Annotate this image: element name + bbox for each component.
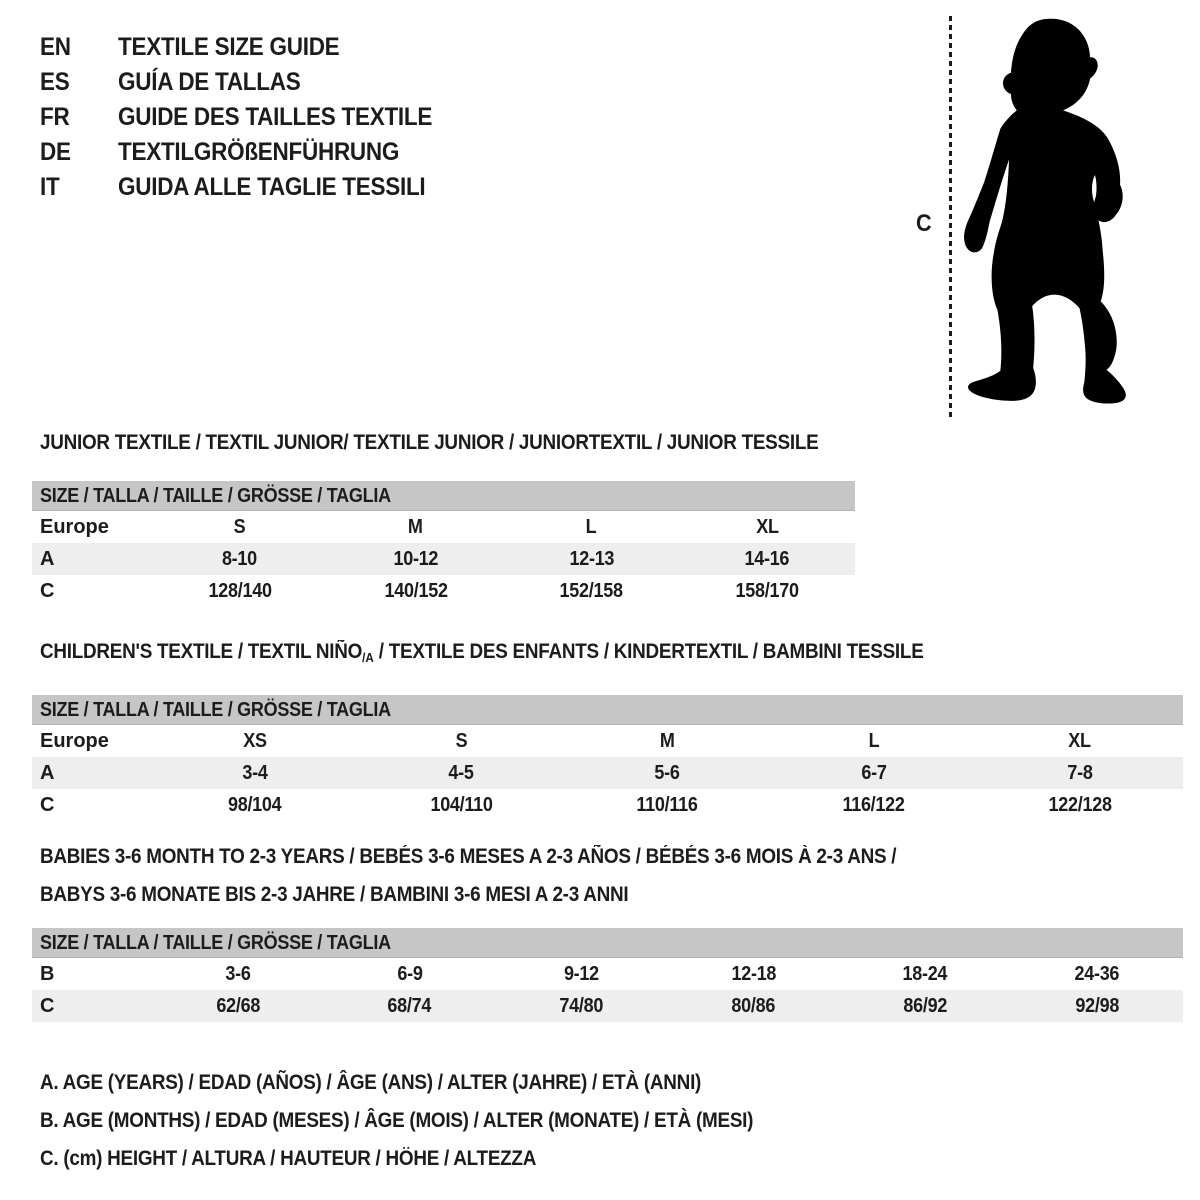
size-cell: S xyxy=(233,515,246,538)
legend-text: C. (cm) HEIGHT / ALTURA / HAUTEUR / HÖHE / ALTEZZA xyxy=(40,1147,537,1170)
size-cell: 6-9 xyxy=(397,962,423,985)
toddler-silhouette-icon xyxy=(955,13,1148,418)
size-cell: M xyxy=(408,515,423,538)
table-row xyxy=(32,725,1183,757)
size-header-band: SIZE / TALLA / TAILLE / GRÖSSE / TAGLIA xyxy=(32,481,855,511)
size-header-band: SIZE / TALLA / TAILLE / GRÖSSE / TAGLIA xyxy=(32,695,1183,725)
size-cell: 110/116 xyxy=(636,793,699,816)
row-label: Europe xyxy=(40,515,109,538)
size-cell: 10-12 xyxy=(393,547,438,570)
table-row xyxy=(32,543,855,575)
language-row xyxy=(40,33,467,61)
legend-line-a xyxy=(40,1072,832,1094)
size-cell: 12-18 xyxy=(731,962,776,985)
section-title xyxy=(32,641,1183,669)
size-cell: 122/128 xyxy=(1048,793,1112,816)
section-title-line: CHILDREN'S TEXTILE / TEXTIL NIÑO/A / TEXTILE DES ENFANTS / KINDERTEXTIL / BAMBINI TESSILE xyxy=(40,640,924,665)
size-cell: 68/74 xyxy=(387,994,432,1017)
legend-line-c xyxy=(40,1148,832,1170)
size-cell: S xyxy=(455,729,468,752)
language-code: EN xyxy=(40,33,71,61)
size-cell: 5-6 xyxy=(654,761,681,784)
children-section xyxy=(32,641,1183,821)
language-title: TEXTILE SIZE GUIDE xyxy=(118,33,340,61)
size-header-band: SIZE / TALLA / TAILLE / GRÖSSE / TAGLIA xyxy=(32,928,1183,958)
size-cell: 140/152 xyxy=(384,579,448,602)
size-cell: 92/98 xyxy=(1075,994,1119,1017)
table-row xyxy=(32,958,1183,990)
size-cell: 14-16 xyxy=(744,547,790,570)
row-label: C xyxy=(40,579,55,602)
junior-section xyxy=(32,432,855,607)
size-table xyxy=(32,511,855,607)
row-label: Europe xyxy=(40,729,109,752)
table-row xyxy=(32,511,855,543)
size-cell: 158/170 xyxy=(735,579,799,602)
row-label: A xyxy=(40,547,55,570)
row-label: B xyxy=(40,962,55,985)
language-title: GUIDA ALLE TAGLIE TESSILI xyxy=(118,173,426,201)
subscript-text: /A xyxy=(362,650,374,665)
table-row xyxy=(32,575,855,607)
size-cell: 128/140 xyxy=(208,579,272,602)
size-cell: 98/104 xyxy=(228,793,282,816)
height-measure-label: C xyxy=(916,210,932,237)
size-cell: 6-7 xyxy=(861,761,887,784)
language-code: FR xyxy=(40,103,70,131)
language-code: ES xyxy=(40,68,70,96)
language-row xyxy=(40,103,467,131)
section-title-line: BABYS 3-6 MONATE BIS 2-3 JAHRE / BAMBINI 3-6 MESI A 2-3 ANNI xyxy=(40,883,629,906)
section-title-line: JUNIOR TEXTILE / TEXTIL JUNIOR/ TEXTILE JUNIOR / JUNIORTEXTIL / JUNIOR TESSILE xyxy=(40,431,819,454)
table-row xyxy=(32,789,1183,821)
size-cell: 116/122 xyxy=(842,793,905,816)
height-measure-dashed-line xyxy=(949,16,952,418)
language-row xyxy=(40,138,467,166)
size-cell: 86/92 xyxy=(903,994,948,1017)
size-cell: 9-12 xyxy=(564,962,600,985)
size-cell: 7-8 xyxy=(1067,761,1093,784)
size-cell: M xyxy=(660,729,675,752)
size-cell: 3-6 xyxy=(225,962,251,985)
language-title: TEXTILGRÖßENFÜHRUNG xyxy=(118,138,400,166)
row-label: C xyxy=(40,793,55,816)
table-row xyxy=(32,757,1183,789)
legend-text: B. AGE (MONTHS) / EDAD (MESES) / ÂGE (MOIS) / ALTER (MONATE) / ETÀ (MESI) xyxy=(40,1109,754,1132)
size-cell: 24-36 xyxy=(1074,962,1120,985)
size-cell: XS xyxy=(243,729,267,752)
row-label: C xyxy=(40,994,55,1017)
language-title-block xyxy=(40,33,467,211)
legend-line-b xyxy=(40,1110,832,1132)
size-cell: XL xyxy=(1068,729,1092,752)
language-row xyxy=(40,68,467,96)
size-cell: L xyxy=(868,729,880,752)
size-cell: 80/86 xyxy=(731,994,776,1017)
language-title: GUÍA DE TALLAS xyxy=(118,68,301,96)
table-row xyxy=(32,990,1183,1022)
section-title xyxy=(32,846,1183,906)
row-label: A xyxy=(40,761,55,784)
language-code: DE xyxy=(40,138,71,166)
size-cell: L xyxy=(586,515,597,538)
legend-text: A. AGE (YEARS) / EDAD (AÑOS) / ÂGE (ANS) / ALTER (JAHRE) / ETÀ (ANNI) xyxy=(40,1071,702,1094)
size-cell: 3-4 xyxy=(242,761,268,784)
language-code: IT xyxy=(40,173,60,201)
legend xyxy=(40,1072,832,1186)
size-cell: 12-13 xyxy=(569,547,614,570)
size-cell: 18-24 xyxy=(902,962,948,985)
language-title: GUIDE DES TAILLES TEXTILE xyxy=(118,103,433,131)
size-cell: 62/68 xyxy=(216,994,260,1017)
size-cell: 74/80 xyxy=(559,994,604,1017)
size-table xyxy=(32,725,1183,821)
size-cell: XL xyxy=(755,515,779,538)
size-cell: 4-5 xyxy=(448,761,474,784)
size-cell: 8-10 xyxy=(222,547,258,570)
section-title-line: BABIES 3-6 MONTH TO 2-3 YEARS / BEBÉS 3-6 MESES A 2-3 AÑOS / BÉBÉS 3-6 MOIS À 2-3 ANS / xyxy=(40,845,897,868)
size-cell: 104/110 xyxy=(430,793,493,816)
section-title xyxy=(32,432,855,454)
size-table xyxy=(32,958,1183,1022)
size-cell: 152/158 xyxy=(559,579,623,602)
language-row xyxy=(40,173,467,201)
babies-section xyxy=(32,846,1183,1022)
